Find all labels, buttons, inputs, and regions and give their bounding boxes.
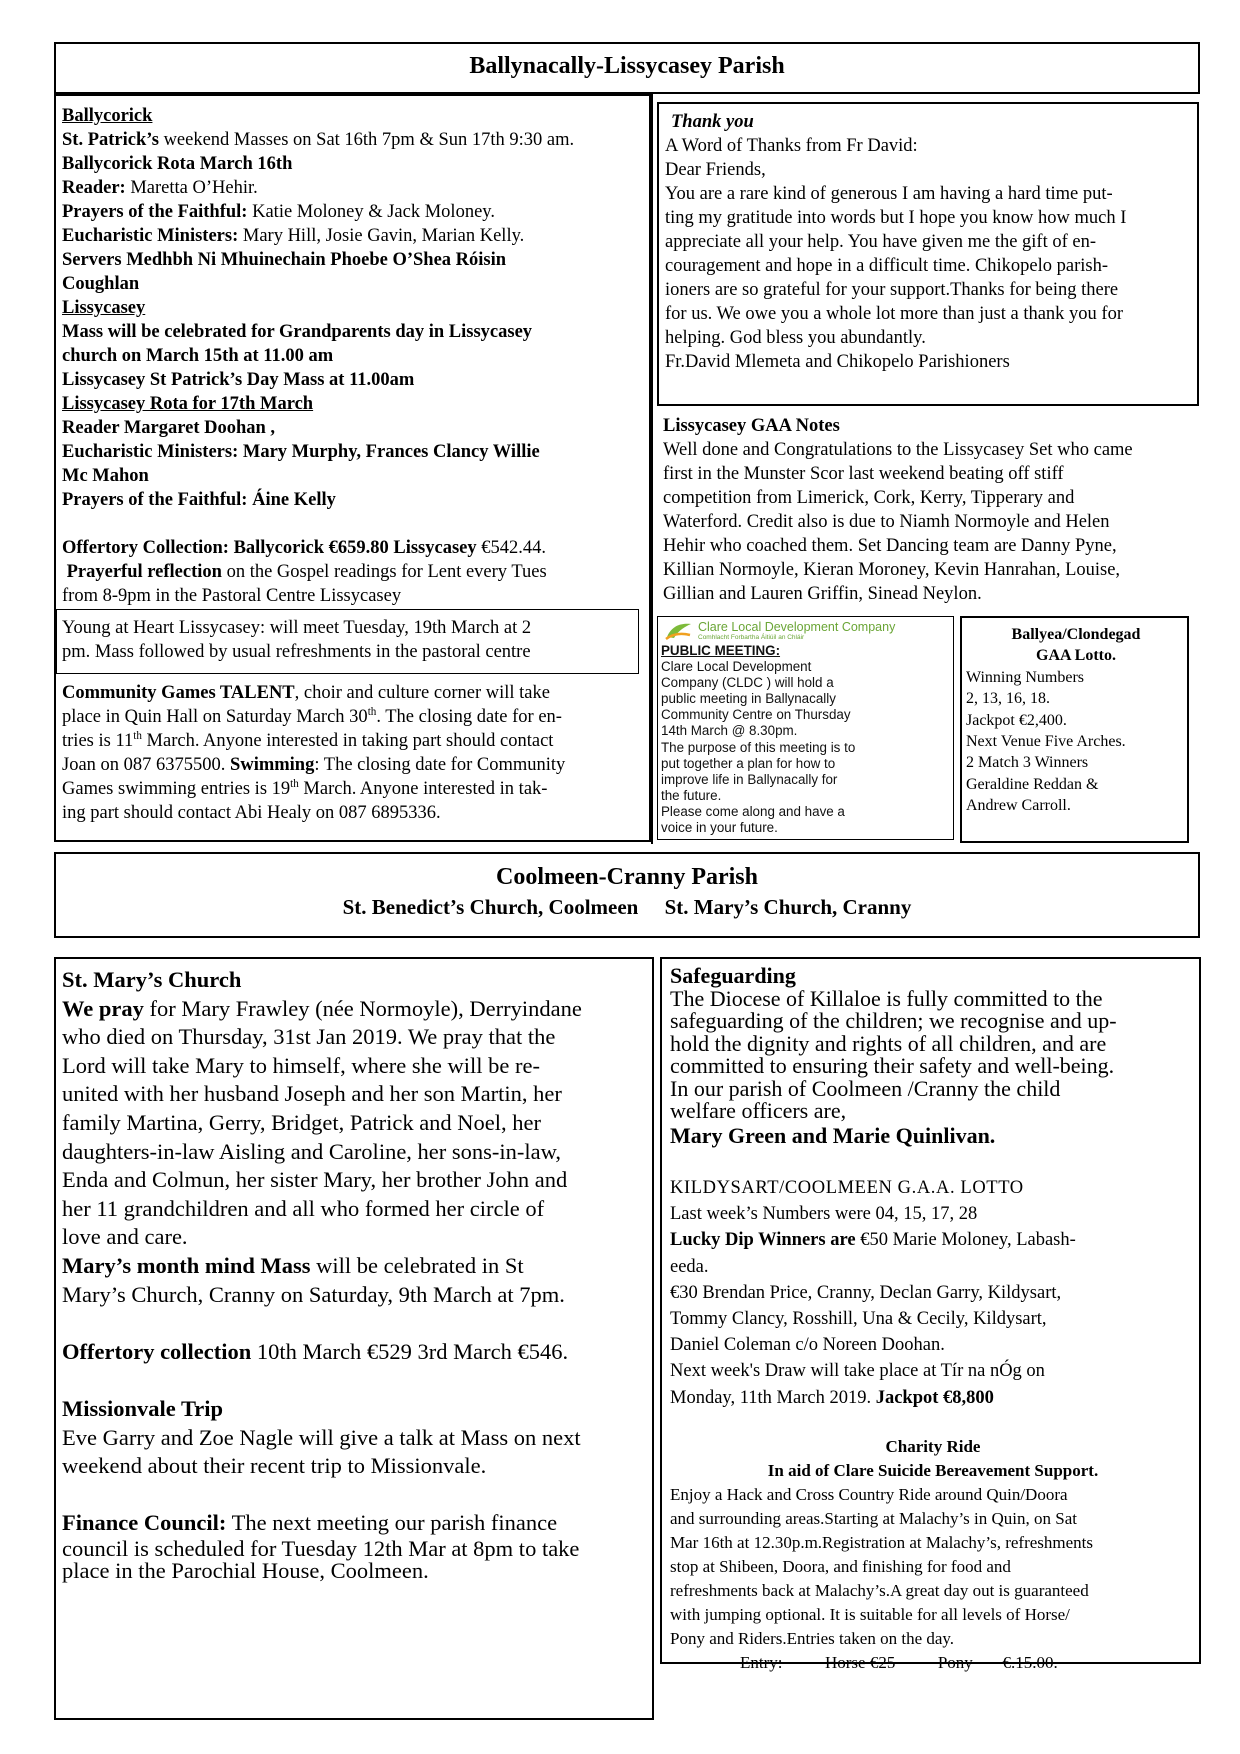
charity-ride-line: and surrounding areas.Starting at Malachy’s in Quin, on Sat — [670, 1509, 1077, 1528]
kildysart-lucky-1: Lucky Dip Winners are €50 Marie Moloney, Labash- — [670, 1230, 1076, 1251]
safeguarding-line: welfare officers are, — [670, 1098, 847, 1123]
charity-ride-line: Pony and Riders.Entries taken on the day. — [670, 1629, 955, 1648]
ballyea-lotto — [966, 624, 1186, 817]
right-column-divider — [651, 94, 653, 844]
cldc-line: Please come along and have a — [661, 803, 845, 819]
thank-you-line: appreciate all your help. You have given me the gift of en- — [665, 232, 1097, 252]
lissycasey-heading: Lissycasey — [62, 298, 146, 318]
missionvale-heading: Missionvale Trip — [62, 1395, 224, 1421]
ballyea-heading-1: Ballyea/Clondegad — [1011, 626, 1141, 643]
ballycorick-reader: Reader: Maretta O’Hehir. — [62, 178, 258, 198]
safeguarding-line: committed to ensuring their safety and well-being. — [670, 1053, 1115, 1078]
cldc-line: Clare Local Development — [661, 659, 812, 675]
kildysart-lotto — [670, 1175, 1200, 1411]
safeguarding-heading: Safeguarding — [670, 963, 796, 988]
ballycorick-servers-2: Coughlan — [62, 274, 140, 294]
month-mind-2: Mary’s Church, Cranny on Saturday, 9th March at 7pm. — [62, 1281, 565, 1307]
ballycorick-servers-1: Servers Medhbh Ni Mhuinechain Phoebe O’Shea Róisin — [62, 250, 507, 270]
st-marys-line: daughters-in-law Aisling and Caroline, her sons-in-law, — [62, 1138, 562, 1164]
safeguarding-line: The Diocese of Killaloe is fully committed to the — [670, 985, 1103, 1011]
kildysart-heading: KILDYSART/COOLMEEN G.A.A. LOTTO — [670, 1178, 1024, 1198]
parish2-subtitle: St. Benedict’s Church, Coolmeen St. Mary’s Church, Cranny — [342, 895, 912, 919]
cldc-logo — [662, 621, 952, 643]
ballyea-line: Geraldine Reddan & — [966, 775, 1099, 793]
parish1-title: Ballynacally-Lissycasey Parish — [469, 53, 785, 79]
ballycorick-prayers: Prayers of the Faithful: Katie Moloney & Jack Moloney. — [62, 202, 495, 222]
gaa-notes-line: first in the Munster Scor last weekend beating off stiff — [663, 464, 1064, 484]
lissycasey-mass-2: church on March 15th at 11.00 am — [62, 346, 334, 366]
thank-you-line: ioners are so grateful for your support.Thanks for being there — [665, 280, 1119, 300]
ballyea-line: 2 Match 3 Winners — [966, 754, 1089, 772]
lissycasey-mass-1: Mass will be celebrated for Grandparents day in Lissycasey — [62, 322, 533, 342]
cldc-logo-sub: Comhlacht Forbartha Áitiúil an Chláir — [698, 634, 805, 641]
lissycasey-ministers-1: Eucharistic Ministers: Mary Murphy, Frances Clancy Willie — [62, 442, 540, 462]
parish2-title: Coolmeen-Cranny Parish — [496, 864, 758, 890]
st-marys-line: her 11 grandchildren and all who formed her circle of — [62, 1195, 545, 1221]
gaa-notes-line: Waterford. Credit also is due to Niamh Normoyle and Helen — [663, 512, 1110, 532]
parish2-heading — [54, 862, 1200, 922]
lissycasey-prayers: Prayers of the Faithful: Áine Kelly — [62, 490, 336, 510]
gaa-notes-line: Well done and Congratulations to the Lissycasey Set who came — [663, 440, 1133, 460]
charity-ride-heading: Charity Ride — [885, 1437, 981, 1456]
kildysart-numbers: Last week’s Numbers were 04, 15, 17, 28 — [670, 1204, 978, 1225]
young-at-heart-2: pm. Mass followed by usual refreshments in the pastoral centre — [62, 642, 531, 662]
ballyea-line: 2, 13, 16, 18. — [966, 690, 1050, 708]
thank-you-line: for us. We owe you a whole lot more than just a thank you for — [665, 304, 1124, 324]
ballyea-heading-2: GAA Lotto. — [1036, 647, 1116, 665]
thank-you-line: Fr.David Mlemeta and Chikopelo Parishioners — [665, 352, 1010, 372]
cldc-logo-icon — [664, 621, 694, 641]
prayerful-reflection-1: Prayerful reflection on the Gospel readings for Lent every Tues — [66, 562, 547, 582]
cldc-line: improve life in Ballynacally for — [661, 771, 838, 787]
st-marys-line: united with her husband Joseph and her son Martin, her — [62, 1081, 562, 1107]
community-games-5: Games swimming entries is 19th March. Anyone interested in tak- — [62, 777, 548, 799]
ballycorick-ministers: Eucharistic Ministers: Mary Hill, Josie Gavin, Marian Kelly. — [62, 226, 525, 246]
community-games-6: ing part should contact Abi Healy on 087 6895336. — [62, 803, 441, 823]
thank-you-line: Dear Friends, — [665, 160, 766, 180]
st-marys-line: who died on Thursday, 31st Jan 2019. We pray that the — [62, 1024, 556, 1050]
cldc-logo-name: Clare Local Development Company — [698, 620, 896, 634]
lissycasey-rota: Lissycasey Rota for 17th March — [62, 394, 314, 414]
finance-council-1: Finance Council: The next meeting our parish finance — [62, 1510, 558, 1536]
ballyea-line: Jackpot €2,400. — [966, 711, 1067, 729]
cldc-line: public meeting in Ballynacally — [661, 691, 836, 707]
st-marys-pray: We pray for Mary Frawley (née Normoyle), Derryindane — [62, 995, 582, 1021]
offertory-collection-2: Offertory collection 10th March €529 3rd March €546. — [62, 1338, 569, 1364]
ballycorick-heading: Ballycorick — [62, 106, 153, 126]
community-games-4: Joan on 087 6375500. Swimming: The closing date for Community — [62, 755, 566, 775]
safeguarding-line: hold the dignity and rights of all children, and are — [670, 1030, 1107, 1056]
cldc-line: Community Centre on Thursday — [661, 707, 851, 723]
charity-ride-line: Enjoy a Hack and Cross Country Ride around Quin/Doora — [670, 1485, 1068, 1504]
safeguarding — [670, 965, 1200, 1149]
thank-you-line: You are a rare kind of generous I am having a hard time put- — [665, 184, 1113, 204]
community-games — [62, 681, 647, 825]
gaa-notes — [663, 414, 1197, 606]
finance-council-2: council is scheduled for Tuesday 12th Mar at 8pm to take — [62, 1535, 580, 1561]
ballyea-line: Next Venue Five Arches. — [966, 733, 1126, 751]
st-marys-line: love and care. — [62, 1224, 188, 1250]
community-games-3: tries is 11th March. Anyone interested in taking part should contact — [62, 729, 554, 751]
thank-you-line: helping. God bless you abundantly. — [665, 328, 926, 348]
kildysart-draw: Monday, 11th March 2019. Jackpot €8,800 — [670, 1387, 994, 1408]
charity-ride-subheading: In aid of Clare Suicide Bereavement Support. — [767, 1461, 1099, 1480]
lissycasey-reader: Reader Margaret Doohan , — [62, 418, 276, 438]
st-marys-heading: St. Mary’s Church — [62, 967, 242, 992]
charity-ride — [670, 1435, 1196, 1675]
gaa-notes-line: Gillian and Lauren Griffin, Sinead Neylon. — [663, 584, 982, 604]
month-mind-1: Mary’s month mind Mass will be celebrated in St — [62, 1252, 524, 1278]
cldc-line: voice in your future. — [661, 820, 778, 836]
safeguarding-line: safeguarding of the children; we recognise and up- — [670, 1008, 1117, 1033]
st-marys — [62, 966, 652, 1582]
ballyea-line: Winning Numbers — [966, 668, 1085, 686]
thank-you-heading: Thank you — [671, 112, 754, 132]
gaa-notes-line: Hehir who coached them. Set Dancing team are Danny Pyne, — [663, 536, 1117, 556]
kildysart-line: Daniel Coleman c/o Noreen Doohan. — [670, 1335, 945, 1356]
kildysart-line: €30 Brendan Price, Cranny, Declan Garry, Kildysart, — [670, 1282, 1062, 1303]
kildysart-lucky-2: eeda. — [670, 1256, 709, 1277]
gaa-notes-line: Killian Normoyle, Kieran Moroney, Kevin Hanrahan, Louise, — [663, 560, 1121, 580]
ballycorick-section — [62, 104, 647, 608]
charity-ride-entry: Entry: Horse €25 Pony €.15.00. — [740, 1653, 1058, 1672]
community-games-2: place in Quin Hall on Saturday March 30th. The closing date for en- — [62, 705, 562, 727]
gaa-notes-heading: Lissycasey GAA Notes — [663, 416, 840, 436]
cldc-line: Company (CLDC ) will hold a — [661, 675, 834, 691]
young-at-heart-1: Young at Heart Lissycasey: will meet Tuesday, 19th March at 2 — [62, 618, 532, 638]
cldc-line: The purpose of this meeting is to — [661, 739, 856, 755]
missionvale-2: weekend about their recent trip to Missionvale. — [62, 1453, 487, 1479]
kildysart-line: Tommy Clancy, Rosshill, Una & Cecily, Kildysart, — [670, 1309, 1047, 1330]
charity-ride-line: with jumping optional. It is suitable for all levels of Horse/ — [670, 1605, 1070, 1624]
thank-you-line: couragement and hope in a difficult time. Chikopelo parish- — [665, 256, 1109, 276]
cldc-heading: PUBLIC MEETING: — [661, 643, 781, 658]
offertory-collection: Offertory Collection: Ballycorick €659.80 Lissycasey €542.44. — [62, 538, 546, 558]
thank-you-line: A Word of Thanks from Fr David: — [665, 136, 918, 156]
cldc-line: 14th March @ 8.30pm. — [661, 723, 798, 739]
thank-you — [665, 110, 1195, 374]
community-games-1: Community Games TALENT, choir and culture corner will take — [62, 683, 550, 703]
prayerful-reflection-2: from 8-9pm in the Pastoral Centre Lissycasey — [62, 586, 402, 606]
ballyea-line: Andrew Carroll. — [966, 797, 1071, 815]
safeguarding-officers: Mary Green and Marie Quinlivan. — [670, 1122, 996, 1148]
missionvale-1: Eve Garry and Zoe Nagle will give a talk at Mass on next — [62, 1424, 581, 1450]
charity-ride-line: stop at Shibeen, Doora, and finishing for food and — [670, 1557, 1011, 1576]
cldc-notice — [661, 643, 951, 836]
finance-council-3: place in the Parochial House, Coolmeen. — [62, 1557, 429, 1583]
safeguarding-line: In our parish of Coolmeen /Cranny the child — [670, 1075, 1061, 1101]
gaa-notes-line: competition from Limerick, Cork, Kerry, Tipperary and — [663, 488, 1075, 508]
charity-ride-line: Mar 16th at 12.30p.m.Registration at Malachy’s, refreshments — [670, 1533, 1094, 1552]
thank-you-line: ting my gratitude into words but I hope you know how much I — [665, 208, 1127, 228]
charity-ride-line: refreshments back at Malachy’s.A great day out is guaranteed — [670, 1581, 1089, 1600]
ballycorick-masses: St. Patrick’s weekend Masses on Sat 16th 7pm & Sun 17th 9:30 am. — [62, 130, 575, 150]
young-at-heart — [62, 616, 637, 664]
lissycasey-stpatricks: Lissycasey St Patrick’s Day Mass at 11.00am — [62, 370, 415, 390]
cldc-line: put together a plan for how to — [661, 755, 836, 771]
st-marys-line: Lord will take Mary to himself, where she will be re- — [62, 1052, 540, 1078]
lissycasey-ministers-2: Mc Mahon — [62, 466, 149, 486]
st-marys-line: family Martina, Gerry, Bridget, Patrick and Noel, her — [62, 1109, 542, 1135]
cldc-line: the future. — [661, 787, 722, 803]
ballycorick-rota: Ballycorick Rota March 16th — [62, 154, 293, 174]
st-marys-line: Enda and Colmun, her sister Mary, her brother John and — [62, 1167, 568, 1193]
kildysart-line: Next week's Draw will take place at Tír na nÓg on — [670, 1361, 1045, 1382]
